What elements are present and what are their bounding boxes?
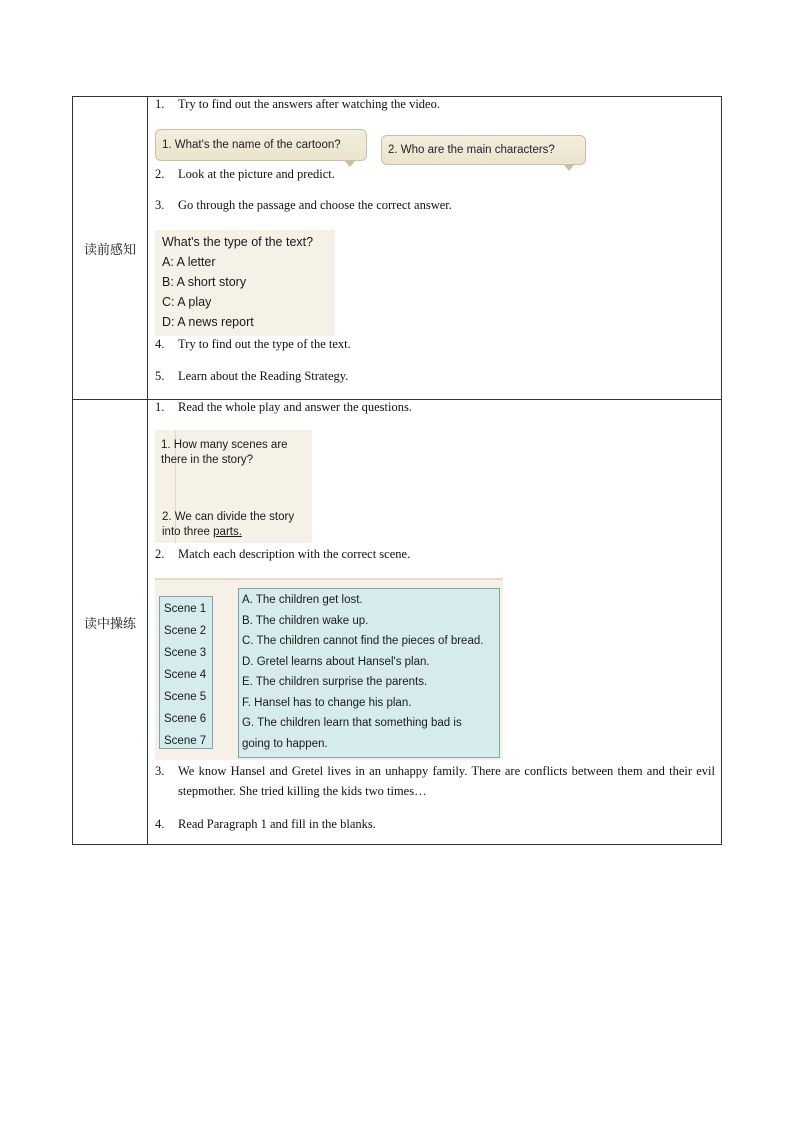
quiz-option: A: A letter	[162, 255, 216, 269]
bubble-tail-icon	[563, 164, 575, 171]
quiz-option: B: A short story	[162, 275, 247, 289]
task-number: 2.	[155, 547, 165, 561]
quiz-option: D: A news report	[162, 315, 254, 329]
bubble-text: 1. What's the name of the cartoon?	[162, 139, 341, 151]
task-item	[155, 761, 715, 801]
section-row-while-reading	[73, 400, 722, 845]
task-text: Read Paragraph 1 and fill in the blanks.	[178, 817, 376, 831]
question-line	[162, 525, 294, 540]
scene-label: Scene 2	[164, 625, 207, 637]
scene-label: Scene 7	[164, 735, 207, 747]
description-item: D. Gretel learns about Hansel's plan.	[242, 655, 430, 668]
task-number: 3.	[155, 198, 165, 212]
description-item: G. The children learn that something bad is	[242, 717, 462, 729]
description-list	[238, 588, 500, 758]
task-text: We know Hansel and Gretel lives in an unhappy family. There are conflicts between them and their evil stepmother. She tried killing the kids two times…	[178, 764, 715, 798]
underlined-word: parts.	[213, 526, 242, 538]
task-number: 1.	[155, 97, 165, 111]
task-item	[155, 337, 351, 352]
questions-card	[155, 430, 312, 543]
task-item	[155, 817, 376, 832]
bubble-text: 2. Who are the main characters?	[388, 144, 555, 156]
task-item	[155, 97, 440, 112]
task-number: 5.	[155, 369, 165, 383]
section-label: 读中操练	[73, 400, 148, 845]
scene-label: Scene 6	[164, 713, 207, 725]
lesson-table	[72, 96, 722, 845]
task-text: Go through the passage and choose the correct answer.	[178, 198, 452, 212]
task-text: Match each description with the correct scene.	[178, 547, 411, 561]
quiz-option: C: A play	[162, 295, 212, 309]
match-panel	[155, 578, 503, 760]
description-item: C. The children cannot find the pieces of bread.	[242, 635, 484, 647]
task-text: Try to find out the type of the text.	[178, 337, 351, 351]
quiz-panel	[155, 230, 335, 336]
question-1	[161, 438, 288, 468]
task-item	[155, 400, 412, 415]
question-text: into three	[162, 526, 214, 538]
task-number: 1.	[155, 400, 165, 414]
task-item	[155, 167, 335, 182]
speech-bubble	[155, 129, 367, 161]
task-text: Learn about the Reading Strategy.	[178, 369, 349, 383]
task-number: 2.	[155, 167, 165, 181]
question-line: 1. How many scenes are	[161, 439, 288, 451]
section-content	[148, 97, 722, 400]
description-item: E. The children surprise the parents.	[242, 676, 428, 688]
task-number: 4.	[155, 817, 165, 831]
description-item: going to happen.	[242, 737, 328, 750]
scene-label: Scene 1	[164, 603, 207, 615]
scene-label: Scene 4	[164, 669, 207, 681]
task-text: Read the whole play and answer the questions.	[178, 400, 412, 414]
quiz-question: What's the type of the text?	[162, 235, 314, 249]
bubble-tail-icon	[344, 160, 356, 167]
task-item	[155, 369, 348, 384]
scene-label: Scene 5	[164, 691, 207, 703]
question-line: 2. We can divide the story	[162, 511, 295, 523]
task-text: Try to find out the answers after watching the video.	[178, 97, 440, 111]
task-text: Look at the picture and predict.	[178, 167, 335, 181]
task-item	[155, 198, 452, 213]
section-row-pre-reading	[73, 97, 722, 400]
task-item	[155, 547, 410, 562]
description-item: A. The children get lost.	[242, 594, 363, 606]
scene-list	[159, 596, 213, 749]
question-line: there in the story?	[161, 454, 254, 466]
section-content	[148, 400, 722, 845]
task-number: 4.	[155, 337, 165, 351]
description-item: F. Hansel has to change his plan.	[242, 696, 412, 709]
speech-bubble	[381, 135, 586, 165]
question-2	[162, 510, 294, 540]
description-item: B. The children wake up.	[242, 614, 369, 627]
task-number: 3.	[155, 764, 165, 778]
section-label: 读前感知	[73, 97, 148, 400]
scene-label: Scene 3	[164, 647, 207, 659]
